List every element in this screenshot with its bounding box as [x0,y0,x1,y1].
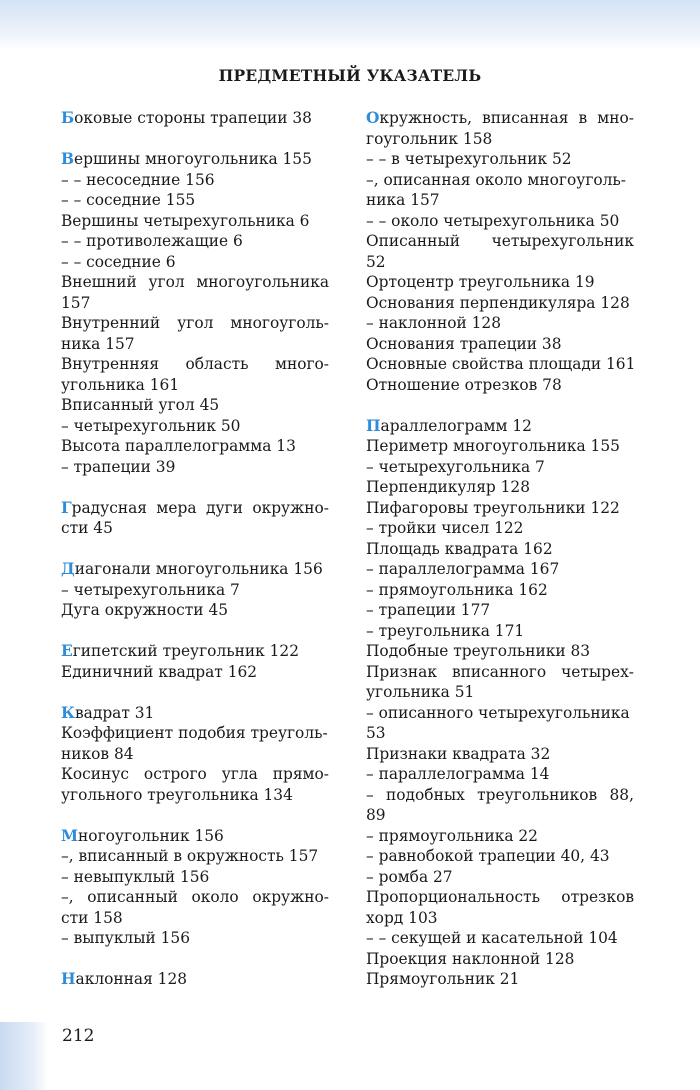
entry-text: ника 157 [61,334,135,353]
entry-text: –, вписанный в окружность 157 [61,847,319,865]
entry-text: – наклонной 128 [366,314,501,332]
entry-text: Периметр многоугольника 155 [366,437,620,455]
index-entry [366,375,634,396]
index-entry [61,518,329,539]
entry-text: Отношение отрезков 78 [366,375,562,394]
index-entry [366,477,634,498]
entry-text: ершины многоугольника 155 [74,150,312,168]
entry-text: аклонная 128 [75,970,188,988]
entry-text: ников 84 [61,744,134,763]
entry-text: угольника 51 [366,683,475,701]
entry-initial-letter: Д [61,560,75,578]
index-entry [61,231,329,252]
entry-text: – четырехугольника 7 [366,457,545,476]
index-entry [366,334,634,355]
index-entry [366,190,634,211]
index-entry [61,641,329,662]
entry-text: Вершины четырехугольника 6 [61,211,310,230]
entry-text: оковые стороны трапеции 38 [74,109,312,127]
entry-text: ногоугольник 156 [78,826,224,845]
entry-text: Прямоугольник 21 [366,970,520,988]
index-entry [61,969,329,990]
entry-text: – ромба 27 [366,867,453,886]
entry-initial-letter: К [61,703,76,722]
entry-initial-letter: Н [61,970,76,988]
entry-text: – подобных треугольников 88, [366,785,634,804]
entry-text: 53 [366,724,386,742]
index-column-right [366,108,634,990]
index-entry [366,600,634,621]
entry-text: – тройки чисел 122 [366,519,524,537]
index-entry [366,662,634,683]
index-entry [366,559,634,580]
entry-spacer [61,949,329,970]
entry-text: – трапеции 39 [61,457,176,476]
index-entry [61,334,329,355]
entry-text: Высота параллелограмма 13 [61,437,296,455]
entry-initial-letter: П [366,416,381,435]
index-entry [61,764,329,785]
index-entry [366,252,634,273]
entry-initial-letter: О [366,109,380,127]
index-entry [366,785,634,806]
entry-initial-letter: М [61,826,79,845]
index-entry [366,764,634,785]
index-entry [366,293,634,314]
index-entry [366,498,634,519]
index-entry [61,867,329,888]
entry-text: Ортоцентр треугольника 19 [366,273,595,291]
entry-spacer [61,129,329,150]
entry-spacer [61,477,329,498]
index-entry [61,211,329,232]
entry-text: – выпуклый 156 [61,929,190,947]
entry-text: – описанного четырехугольника [366,703,630,722]
entry-text: хорд 103 [366,908,438,927]
index-entry [366,211,634,232]
entry-spacer [61,621,329,642]
entry-text: угольника 161 [61,375,180,394]
index-entry [366,149,634,170]
entry-text: 52 [366,252,386,271]
index-entry [366,744,634,765]
index-entry [61,826,329,847]
index-entry [61,272,329,293]
index-entry [61,252,329,273]
index-entry [366,539,634,560]
entry-text: Внешний угол многоугольника [61,273,329,291]
entry-text: кружность, вписанная в мно- [379,109,634,127]
entry-spacer [366,395,634,416]
entry-text: Пропорциональность отрезков [366,888,634,906]
index-entry [61,457,329,478]
index-entry [61,703,329,724]
index-entry [366,867,634,888]
index-entry [366,887,634,908]
entry-text: Внутренняя область много- [61,355,329,373]
entry-text: Описанный четырехугольник [366,232,634,250]
entry-text: гоугольник 158 [366,129,493,148]
entry-text: – – противолежащие 6 [61,232,243,250]
entry-text: ника 157 [366,191,440,209]
entry-text: Единичний квадрат 162 [61,662,258,681]
index-entry [61,580,329,601]
index-entry [366,354,634,375]
entry-text: вадрат 31 [75,703,155,722]
index-entry [61,190,329,211]
index-entry [61,744,329,765]
index-entry [366,621,634,642]
entry-text: Дуга окружности 45 [61,601,229,619]
entry-text: – невыпуклый 156 [61,867,210,886]
entry-text: Пифагоровы треугольники 122 [366,498,620,517]
index-entry [61,723,329,744]
entry-text: араллелограмм 12 [380,416,532,435]
entry-text: Признак вписанного четырех- [366,662,634,681]
entry-text: Внутренний угол многоуголь- [61,314,329,332]
entry-text: – – соседние 155 [61,191,196,209]
index-entry [366,682,634,703]
index-entry [366,231,634,252]
entry-text: – – соседние 6 [61,252,176,271]
entry-spacer [61,805,329,826]
entry-text: – – в четырехугольник 52 [366,150,572,168]
index-entry [61,887,329,908]
index-entry [366,846,634,867]
index-entry [366,908,634,929]
index-entry [366,969,634,990]
index-entry [61,908,329,929]
index-entry [61,600,329,621]
entry-text: – – несоседние 156 [61,170,215,189]
entry-text: Площадь квадрата 162 [366,539,553,558]
index-entry [366,928,634,949]
index-entry [366,170,634,191]
index-entry [61,149,329,170]
entry-text: Косинус острого угла прямо- [61,765,329,783]
index-entry [61,785,329,806]
entry-text: Вписанный угол 45 [61,396,220,414]
entry-text: – прямоугольника 162 [366,580,548,599]
index-entry [366,723,634,744]
index-entry [61,313,329,334]
entry-text: – – около четырехугольника 50 [366,211,620,230]
index-entry [366,313,634,334]
entry-text: Подобные треугольники 83 [366,642,591,660]
index-entry [366,272,634,293]
entry-text: – параллелограмма 167 [366,560,560,578]
index-entry [61,416,329,437]
index-entry [366,805,634,826]
entry-text: – параллелограмма 14 [366,765,550,783]
entry-text: – равнобокой трапеции 40, 43 [366,847,610,865]
index-entry [61,170,329,191]
index-entry [61,354,329,375]
index-entry [366,518,634,539]
index-entry [366,949,634,970]
entry-text: Проекция наклонной 128 [366,949,575,968]
entry-text: угольного треугольника 134 [61,785,293,804]
entry-text: 157 [61,293,91,312]
entry-text: радусная мера дуги окружно- [71,498,329,517]
index-entry [61,293,329,314]
index-entry [366,580,634,601]
entry-text: –, описанная около многоуголь- [366,170,627,189]
entry-text: 89 [366,806,386,824]
entry-initial-letter: Е [61,642,73,660]
entry-text: – – секущей и касательной 104 [366,929,618,947]
index-entry [366,826,634,847]
page-title: ПРЕДМЕТНЫЙ УКАЗАТЕЛЬ [218,66,482,85]
entry-initial-letter: Г [61,498,72,517]
index-entry [366,641,634,662]
index-entry [61,559,329,580]
index-entry [366,416,634,437]
entry-text: Основные свойства площади 161 [366,355,636,373]
index-entry [61,395,329,416]
index-column-left [61,108,329,990]
index-entry [61,846,329,867]
index-entry [366,108,634,129]
entry-text: Признаки квадрата 32 [366,744,551,763]
index-entry [61,375,329,396]
entry-text: – четырехугольник 50 [61,416,241,435]
entry-text: гипетский треугольник 122 [72,642,300,660]
entry-text: Основания трапеции 38 [366,334,562,353]
entry-text: – четырехугольника 7 [61,580,240,599]
top-decorative-band [0,0,700,50]
index-entry [366,436,634,457]
index-entry [366,703,634,724]
entry-text: – трапеции 177 [366,601,491,619]
index-entry [366,457,634,478]
index-entry [61,436,329,457]
entry-text: Перпендикуляр 128 [366,478,531,496]
index-entry [61,662,329,683]
index-entry [61,928,329,949]
entry-text: сти 45 [61,519,113,537]
entry-text: –, описанный около окружно- [61,888,329,906]
index-entry [366,129,634,150]
index-entry [61,498,329,519]
index-entry [61,108,329,129]
entry-text: Коэффициент подобия треуголь- [61,724,328,742]
page-number: 212 [62,1026,95,1046]
entry-initial-letter: В [61,150,75,168]
entry-text: – треугольника 171 [366,621,525,640]
entry-text: – прямоугольника 22 [366,826,538,845]
entry-spacer [61,539,329,560]
entry-text: Основания перпендикуляра 128 [366,293,630,312]
entry-spacer [61,682,329,703]
entry-text: иагонали многоугольника 156 [74,560,323,578]
entry-initial-letter: Б [61,109,75,127]
page-corner-band [0,1022,48,1090]
entry-text: сти 158 [61,908,123,927]
